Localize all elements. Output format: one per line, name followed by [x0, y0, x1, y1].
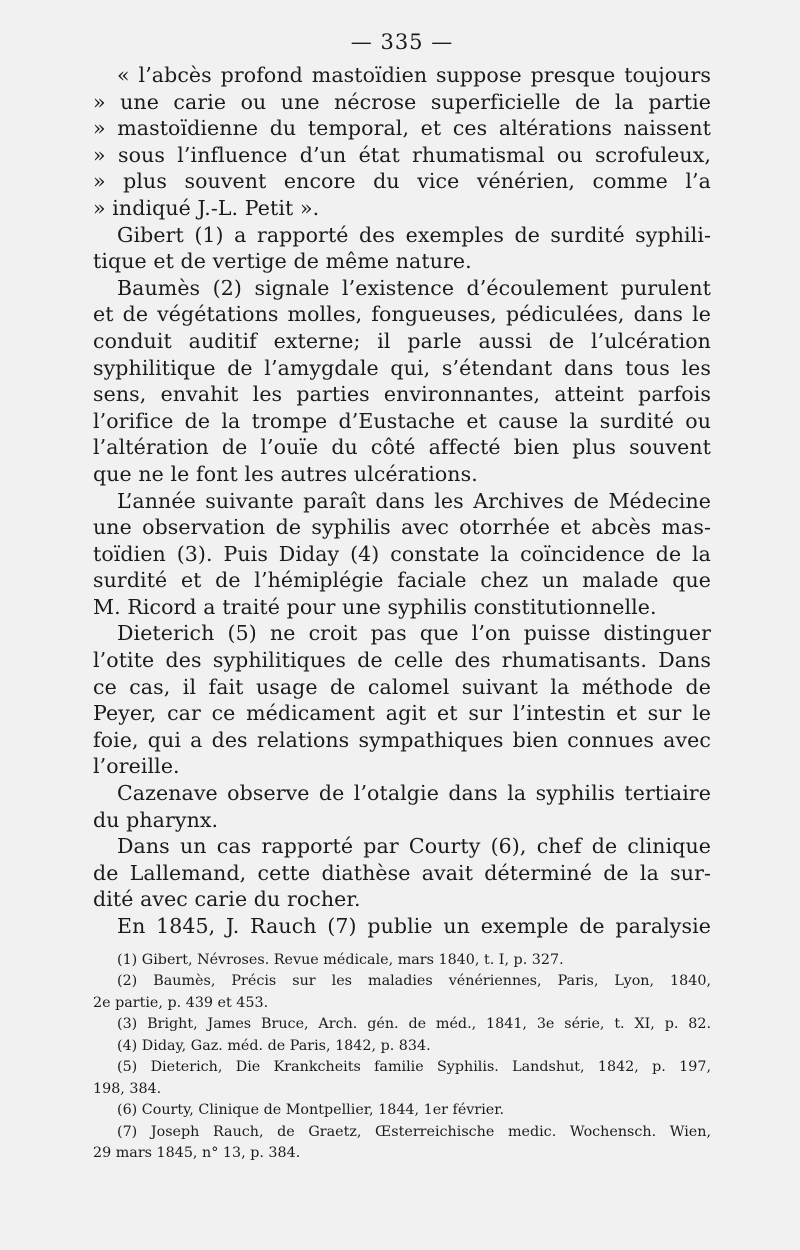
text-line: Baumès (2) signale l’existence d’écoulement purulent: [117, 275, 711, 300]
paragraph-quote: [93, 62, 711, 222]
footnote-7: [93, 1122, 711, 1165]
footnote-4: [93, 1036, 711, 1058]
paragraph-baumes: [93, 275, 711, 488]
text-line: M. Ricord a traité pour une syphilis constitutionnelle.: [93, 594, 657, 619]
text-line: que ne le font les autres ulcérations.: [93, 461, 478, 486]
text-line: « l’abcès profond mastoïdien suppose presque toujours: [117, 63, 711, 87]
text-line: » plus souvent encore du vice vénérien, comme l’a: [93, 169, 711, 194]
text-line: En 1845, J. Rauch (7) publie un exemple de paralysie: [117, 914, 711, 938]
text-line: Dans un cas rapporté par Courty (6), chef de clinique: [117, 834, 711, 859]
text-line: surdité et de l’hémiplégie faciale chez un malade que: [93, 568, 711, 593]
text-line: » une carie ou une nécrose superficielle de la partie: [93, 89, 711, 114]
text-line: sens, envahit les parties environnantes, atteint parfois: [93, 382, 711, 407]
footnote-6: [93, 1100, 711, 1122]
footnote-2: [93, 971, 711, 1014]
body-text: [93, 62, 711, 940]
text-line: conduit auditif externe; il parle aussi de l’ulcération: [93, 328, 711, 353]
text-line: du pharynx.: [93, 807, 219, 832]
paragraph-dieterich: [93, 620, 711, 780]
text-line: » indiqué J.-L. Petit ».: [93, 195, 320, 220]
text-line: Peyer, car ce médicament agit et sur l’intestin et sur le: [93, 701, 711, 726]
text-line: une observation de syphilis avec otorrhée et abcès mas-: [93, 515, 711, 540]
footnote-line: (7) Joseph Rauch, de Graetz, Œsterreichische medic. Wochensch. Wien,: [117, 1123, 711, 1140]
text-line: dité avec carie du rocher.: [93, 887, 361, 912]
text-line: l’oreille.: [93, 754, 180, 779]
footnote-line: (2) Baumès, Précis sur les maladies vénériennes, Paris, Lyon, 1840,: [117, 973, 711, 990]
text-line: L’année suivante paraît dans les Archives de Médecine: [117, 488, 711, 513]
text-line: ce cas, il fait usage de calomel suivant la méthode de: [93, 674, 711, 699]
footnote-5: [93, 1057, 711, 1100]
paragraph-rauch: [93, 913, 711, 940]
text-line: Gibert (1) a rapporté des exemples de surdité syphili-: [117, 222, 711, 247]
text-line: syphilitique de l’amygdale qui, s’étendant dans tous les: [93, 355, 711, 380]
footnote-line: 29 mars 1845, n° 13, p. 384.: [93, 1145, 301, 1162]
footnote-line: (1) Gibert, Névroses. Revue médicale, mars 1840, t. I, p. 327.: [117, 951, 564, 968]
text-line: Dieterich (5) ne croit pas que l’on puisse distinguer: [117, 621, 711, 646]
text-line: foie, qui a des relations sympathiques bien connues avec: [93, 727, 711, 752]
text-line: » sous l’influence d’un état rhumatismal ou scrofuleux,: [93, 142, 711, 167]
footnote-line: 2e partie, p. 439 et 453.: [93, 994, 269, 1011]
text-line: Cazenave observe de l’otalgie dans la syphilis tertiaire: [117, 781, 711, 806]
text-line: l’altération de l’ouïe du côté affecté bien plus souvent: [93, 435, 711, 460]
text-line: tique et de vertige de même nature.: [93, 249, 472, 274]
paragraph-gibert: [93, 222, 711, 275]
paragraph-cazenave: [93, 780, 711, 833]
paragraph-courty: [93, 833, 711, 913]
book-page: [93, 30, 711, 1165]
text-line: toïdien (3). Puis Diday (4) constate la coïncidence de la: [93, 541, 711, 566]
footnote-line: (6) Courty, Clinique de Montpellier, 1844, 1er février.: [117, 1102, 505, 1119]
footnote-line: (5) Dieterich, Die Krankcheits familie Syphilis. Landshut, 1842, p. 197,: [117, 1059, 711, 1076]
text-line: » mastoïdienne du temporal, et ces altérations naissent: [93, 116, 711, 141]
footnotes: [93, 950, 711, 1165]
footnote-1: [93, 950, 711, 972]
paragraph-archives: [93, 488, 711, 621]
footnote-line: 198, 384.: [93, 1080, 162, 1097]
footnote-line: (4) Diday, Gaz. méd. de Paris, 1842, p. 834.: [117, 1037, 431, 1054]
text-line: et de végétations molles, fongueuses, pédiculées, dans le: [93, 302, 711, 327]
text-line: de Lallemand, cette diathèse avait déterminé de la sur-: [93, 860, 711, 885]
footnote-line: (3) Bright, James Bruce, Arch. gén. de méd., 1841, 3e série, t. XI, p. 82.: [117, 1016, 711, 1033]
text-line: l’orifice de la trompe d’Eustache et cause la surdité ou: [93, 408, 711, 433]
text-line: l’otite des syphilitiques de celle des rhumatisants. Dans: [93, 648, 711, 673]
page-number: — 335 —: [350, 30, 454, 54]
footnote-3: [93, 1014, 711, 1036]
